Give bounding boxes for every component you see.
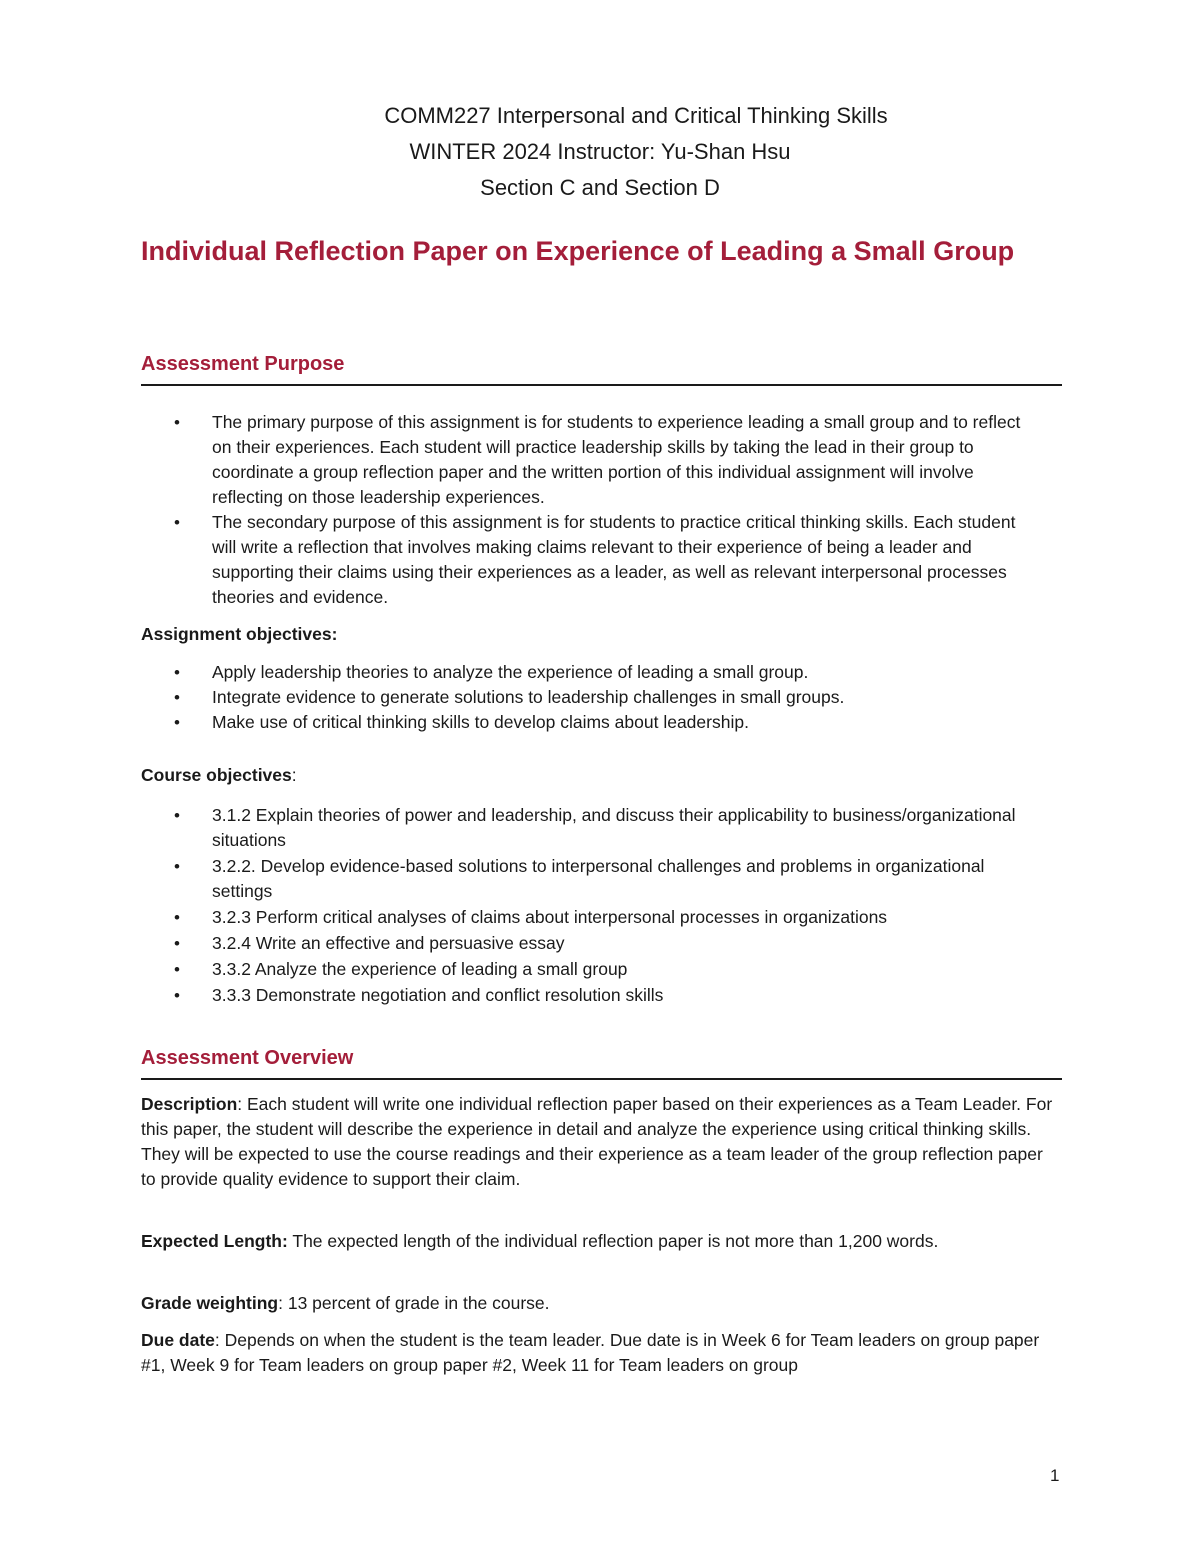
expected-length-label: Expected Length: bbox=[141, 1231, 288, 1251]
due-date-paragraph bbox=[141, 1328, 1061, 1378]
course-title: COMM227 Interpersonal and Critical Thinking Skills bbox=[384, 103, 888, 128]
grade-weighting-label: Grade weighting bbox=[141, 1293, 279, 1313]
assignment-objectives-label: Assignment objectives: bbox=[141, 624, 338, 644]
list-item: • 3.3.2 Analyze the experience of leading a small group bbox=[141, 957, 1031, 982]
document-title: Individual Reflection Paper on Experience of Leading a Small Group bbox=[141, 236, 1015, 266]
list-item: • 3.2.4 Write an effective and persuasive essay bbox=[141, 931, 1031, 956]
expected-length-text: The expected length of the individual reflection paper is not more than 1,200 words. bbox=[287, 1231, 939, 1251]
description-text: : Each student will write one individual reflection paper based on their experiences as a Team Leader. For this paper, the student will describe the experience in detail and analyze the experience using critical thinking skills. They will be expected to use the course readings and their experience as a team leader of the group reflection paper to provide quality evidence to support their claim. bbox=[141, 1094, 1053, 1189]
course-objectives-label bbox=[141, 763, 297, 788]
sections: Section C and Section D bbox=[480, 175, 720, 200]
list-item: • The secondary purpose of this assignment is for students to practice critical thinking skills. Each student will write a reflection that involves making claims relevant to their experience of being a leader and supporting their claims using their experiences as a leader, as well as relevant interpersonal processes theories and evidence. bbox=[141, 510, 1031, 610]
description-label: Description bbox=[141, 1094, 238, 1114]
purpose-list bbox=[141, 410, 1031, 610]
list-item: • 3.2.2. Develop evidence-based solutions to interpersonal challenges and problems in organizational settings bbox=[141, 854, 1031, 904]
course-objectives-label-text: Course objectives bbox=[141, 765, 292, 785]
assessment-purpose-heading: Assessment Purpose bbox=[141, 350, 1062, 386]
due-date-text: : Depends on when the student is the team leader. Due date is in Week 6 for Team leaders on group paper #1, Week 9 for Team leaders on group paper #2, Week 11 for Team leaders on group bbox=[141, 1330, 1040, 1375]
term-instructor: WINTER 2024 Instructor: Yu-Shan Hsu bbox=[409, 139, 791, 164]
due-date-label: Due date bbox=[141, 1330, 215, 1350]
page-number: 1 bbox=[1050, 1466, 1060, 1485]
list-item: • 3.1.2 Explain theories of power and leadership, and discuss their applicability to business/organizational situations bbox=[141, 803, 1031, 853]
list-item: • Apply leadership theories to analyze the experience of leading a small group. bbox=[141, 660, 1031, 685]
description-paragraph bbox=[141, 1092, 1061, 1192]
list-item: • 3.3.3 Demonstrate negotiation and conflict resolution skills bbox=[141, 983, 1031, 1008]
list-item: • Make use of critical thinking skills to develop claims about leadership. bbox=[141, 710, 1031, 735]
list-item: • The primary purpose of this assignment is for students to experience leading a small group and to reflect on their experiences. Each student will practice leadership skills by taking the lead in their group to coordinate a group reflection paper and the written portion of this individual assignment will involve reflecting on those leadership experiences. bbox=[141, 410, 1031, 510]
grade-weighting-text: : 13 percent of grade in the course. bbox=[278, 1293, 550, 1313]
list-item: • Integrate evidence to generate solutions to leadership challenges in small groups. bbox=[141, 685, 1031, 710]
expected-length-paragraph bbox=[141, 1229, 1061, 1254]
grade-weighting-paragraph bbox=[141, 1291, 1061, 1316]
assessment-overview-heading: Assessment Overview bbox=[141, 1044, 1062, 1080]
list-item: • 3.2.3 Perform critical analyses of claims about interpersonal processes in organizations bbox=[141, 905, 1031, 930]
assignment-objectives-list bbox=[141, 660, 1031, 735]
course-objectives-list bbox=[141, 803, 1031, 1009]
course-objectives-colon: : bbox=[291, 765, 297, 785]
